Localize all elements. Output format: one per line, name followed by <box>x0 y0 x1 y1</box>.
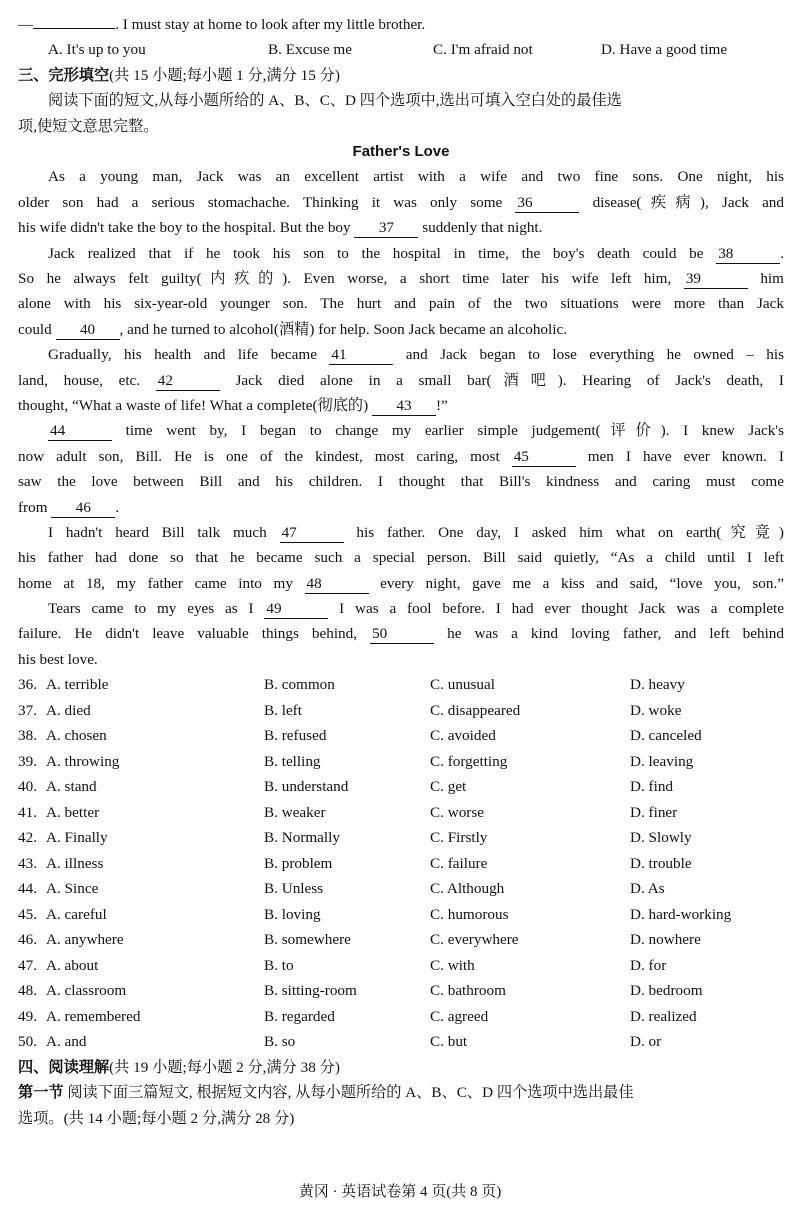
option-choice: C. Firstly <box>430 829 488 847</box>
section4-heading: 四、阅读理解(共 19 小题;每小题 2 分,满分 38 分) <box>18 1058 340 1076</box>
option-choice: A. Since <box>46 880 99 898</box>
option-choice: A. terrible <box>46 676 109 694</box>
option-choice: C. bathroom <box>430 982 506 1000</box>
question-number: 44. <box>18 880 37 898</box>
option-row <box>18 978 784 1004</box>
option-a: A. It's up to you <box>48 41 146 59</box>
passage-text: his father. One day, I asked him what on earth(究竟) <box>343 523 784 541</box>
passage-text: Jack died alone in a small bar(酒吧). Hearing of Jack's death, I <box>219 371 784 389</box>
option-choice: A. died <box>46 701 91 719</box>
option-choice: A. about <box>46 956 99 974</box>
option-choice: C. agreed <box>430 1007 489 1025</box>
option-choice: D. canceled <box>630 727 702 745</box>
section3-instruction-cont: 项,使短文意思完整。 <box>18 117 159 135</box>
passage-text: him <box>747 270 784 288</box>
option-choice: B. common <box>264 676 335 694</box>
option-row <box>18 723 784 749</box>
option-choice: B. Normally <box>264 829 340 847</box>
question-number: 41. <box>18 803 37 821</box>
option-choice: B. understand <box>264 778 349 796</box>
option-choice: C. disappeared <box>430 701 521 719</box>
passage-text: Tears came to my eyes as I <box>48 600 265 618</box>
option-row <box>18 749 784 775</box>
passage-line <box>18 418 784 443</box>
cloze-blank: 36 <box>515 194 579 213</box>
section4-part1-instruction: 第一节 阅读下面三篇短文, 根据短文内容, 从每小题所给的 A、B、C、D 四个选项中选出最佳 <box>18 1084 634 1102</box>
question-number: 40. <box>18 778 37 796</box>
option-row <box>18 1004 784 1030</box>
answer-blank <box>33 28 115 29</box>
passage-text: his best love. <box>18 650 98 668</box>
passage-line <box>18 495 784 520</box>
cloze-blank: 47 <box>280 524 344 543</box>
prev-question-options <box>18 37 784 63</box>
passage-text: suddenly that night. <box>418 219 543 237</box>
passage-text: his wife didn't take the boy to the hospital. But the boy <box>18 219 355 237</box>
passage-text: I was a fool before. I had ever thought Jack was a complete <box>328 600 784 618</box>
option-choice: C. but <box>430 1033 468 1051</box>
question-number: 48. <box>18 982 37 1000</box>
option-choice: A. chosen <box>46 727 107 745</box>
option-choice: D. realized <box>630 1007 697 1025</box>
option-b: B. Excuse me <box>268 41 352 59</box>
prev-question-stem: — . I must stay at home to look after my little brother. <box>18 16 426 33</box>
question-number: 37. <box>18 701 37 719</box>
option-choice: C. get <box>430 778 467 796</box>
passage-line <box>18 215 784 240</box>
option-choice: A. Finally <box>46 829 108 847</box>
option-choice: B. problem <box>264 854 333 872</box>
option-choice: D. find <box>630 778 674 796</box>
passage-text: , and he turned to alcohol(酒精) for help. Soon Jack became an alcoholic. <box>119 320 568 338</box>
passage-text: and Jack began to lose everything he owned – his <box>393 346 784 364</box>
passage-line <box>18 571 784 596</box>
cloze-blank: 41 <box>329 346 393 365</box>
passage-text: land, house, etc. <box>18 371 156 389</box>
passage-text: men I have ever known. I <box>575 447 784 465</box>
question-number: 50. <box>18 1033 37 1051</box>
passage-line <box>18 164 784 189</box>
passage-line <box>18 368 784 393</box>
option-choice: C. forgetting <box>430 752 508 770</box>
passage-line <box>18 317 784 342</box>
option-choice: B. somewhere <box>264 931 351 949</box>
passage-line <box>18 190 784 215</box>
passage-text: time went by, I began to change my earlier simple judgement(评价). I knew Jack's <box>112 422 784 440</box>
option-choice: C. humorous <box>430 905 509 923</box>
option-choice: B. to <box>264 956 294 974</box>
passage-text: . <box>780 244 784 262</box>
passage-text: saw the love between Bill and his children. I thought that Bill's kindness and caring must come <box>18 473 784 491</box>
option-choice: D. nowhere <box>630 931 701 949</box>
passage-text: . <box>115 498 120 516</box>
option-row <box>18 698 784 724</box>
option-choice: A. remembered <box>46 1007 141 1025</box>
cloze-blank: 50 <box>370 625 434 644</box>
exam-page <box>18 12 784 1131</box>
passage-line <box>18 393 784 418</box>
option-row <box>18 851 784 877</box>
passage-text: from <box>18 498 52 516</box>
option-row <box>18 774 784 800</box>
passage-text: Gradually, his health and life became <box>48 346 330 364</box>
option-choice: C. everywhere <box>430 931 519 949</box>
option-choice: A. throwing <box>46 752 120 770</box>
option-choice: D. Slowly <box>630 829 692 847</box>
option-choice: D. bedroom <box>630 982 703 1000</box>
passage-line <box>18 520 784 545</box>
cloze-blank: 49 <box>264 600 328 619</box>
option-choice: B. so <box>264 1033 296 1051</box>
option-choice: C. worse <box>430 803 484 821</box>
cloze-blank: 43 <box>372 397 436 416</box>
option-choice: B. regarded <box>264 1007 335 1025</box>
question-number: 38. <box>18 727 37 745</box>
option-choice: D. or <box>630 1033 662 1051</box>
question-number: 43. <box>18 854 37 872</box>
option-choice: D. leaving <box>630 752 694 770</box>
passage-text: alone with his six-year-old younger son. The hurt and pain of the two situations were more than Jack <box>18 295 784 313</box>
passage-line <box>18 621 784 646</box>
option-choice: A. illness <box>46 854 104 872</box>
passage-text: disease(疾病), Jack and <box>579 193 784 211</box>
option-choice: A. stand <box>46 778 97 796</box>
passage-text: he was a kind loving father, and left behind <box>434 625 784 643</box>
cloze-blank: 38 <box>716 245 780 264</box>
cloze-blank: 46 <box>51 499 115 518</box>
question-number: 47. <box>18 956 37 974</box>
option-choice: B. weaker <box>264 803 326 821</box>
passage-text: thought, “What a waste of life! What a complete(彻底的) <box>18 396 372 414</box>
cloze-blank: 42 <box>156 372 220 391</box>
option-choice: A. anywhere <box>46 931 124 949</box>
option-choice: C. unusual <box>430 676 495 694</box>
passage-line <box>18 444 784 469</box>
section3-heading: 三、完形填空(共 15 小题;每小题 1 分,满分 15 分) <box>18 66 340 84</box>
passage-line <box>18 596 784 621</box>
passage-text: So he always felt guilty(内疚的). Even worse, a short time later his wife left him, <box>18 270 684 288</box>
passage-text: could <box>18 320 56 338</box>
option-choice: D. for <box>630 956 667 974</box>
passage-text: his father had done so that he became such a special person. Bill said quietly, “As a child until I left <box>18 549 784 567</box>
option-choice: C. with <box>430 956 475 974</box>
cloze-blank: 37 <box>354 219 418 238</box>
passage-line <box>18 342 784 367</box>
page-footer: 黄冈 · 英语试卷第 4 页(共 8 页) <box>298 1184 502 1200</box>
option-row <box>18 927 784 953</box>
cloze-blank: 39 <box>684 270 748 289</box>
passage-line <box>18 469 784 494</box>
option-choice: B. left <box>264 701 302 719</box>
passage-text: !” <box>435 396 448 414</box>
option-table <box>18 672 784 1055</box>
passage-text: every night, gave me a kiss and said, “love you, son.” <box>368 574 784 592</box>
passage-text: Jack realized that if he took his son to the hospital in time, the boy's death could be <box>48 244 717 262</box>
option-choice: C. failure <box>430 854 488 872</box>
passage-title: Father's Love <box>352 143 450 161</box>
option-choice: D. heavy <box>630 676 685 694</box>
option-choice: B. refused <box>264 727 327 745</box>
question-number: 45. <box>18 905 37 923</box>
passage-body <box>18 164 784 672</box>
option-choice: A. careful <box>46 905 107 923</box>
option-row <box>18 876 784 902</box>
option-d: D. Have a good time <box>601 41 728 59</box>
question-number: 36. <box>18 676 37 694</box>
option-choice: A. better <box>46 803 100 821</box>
question-number: 42. <box>18 829 37 847</box>
option-choice: D. trouble <box>630 854 692 872</box>
option-choice: A. and <box>46 1033 87 1051</box>
option-choice: D. hard-working <box>630 905 732 923</box>
section4-part1-instruction-cont: 选项。(共 14 小题;每小题 2 分,满分 28 分) <box>18 1109 295 1127</box>
option-choice: B. Unless <box>264 880 324 898</box>
passage-line <box>18 647 784 672</box>
passage-line <box>18 241 784 266</box>
option-choice: B. telling <box>264 752 321 770</box>
option-row <box>18 825 784 851</box>
passage-text: home at 18, my father came into my <box>18 574 305 592</box>
passage-line <box>18 291 784 316</box>
option-row <box>18 953 784 979</box>
option-choice: D. finer <box>630 803 678 821</box>
passage-text: As a young man, Jack was an excellent artist with a wife and two fine sons. One night, his <box>48 168 784 186</box>
option-choice: D. woke <box>630 701 682 719</box>
option-row <box>18 902 784 928</box>
option-choice: B. sitting-room <box>264 982 357 1000</box>
question-number: 49. <box>18 1007 37 1025</box>
option-row <box>18 1029 784 1055</box>
passage-text: older son had a serious stomachache. Thinking it was only some <box>18 193 516 211</box>
cloze-blank: 45 <box>512 448 576 467</box>
cloze-blank: 44 <box>48 422 112 441</box>
cloze-blank: 48 <box>305 575 369 594</box>
option-c: C. I'm afraid not <box>433 41 533 59</box>
passage-line <box>18 545 784 570</box>
section3-instruction: 阅读下面的短文,从每小题所给的 A、B、C、D 四个选项中,选出可填入空白处的最佳选 <box>48 92 622 110</box>
option-choice: D. As <box>630 880 665 898</box>
option-choice: B. loving <box>264 905 321 923</box>
question-number: 39. <box>18 752 37 770</box>
option-choice: C. avoided <box>430 727 496 745</box>
passage-line <box>18 266 784 291</box>
passage-text: now adult son, Bill. He is one of the kindest, most caring, most <box>18 447 512 465</box>
option-choice: C. Although <box>430 880 505 898</box>
option-row <box>18 672 784 698</box>
passage-text: I hadn't heard Bill talk much <box>48 523 280 541</box>
option-row <box>18 800 784 826</box>
cloze-blank: 40 <box>56 321 120 340</box>
option-choice: A. classroom <box>46 982 127 1000</box>
question-number: 46. <box>18 931 37 949</box>
passage-text: failure. He didn't leave valuable things behind, <box>18 625 371 643</box>
